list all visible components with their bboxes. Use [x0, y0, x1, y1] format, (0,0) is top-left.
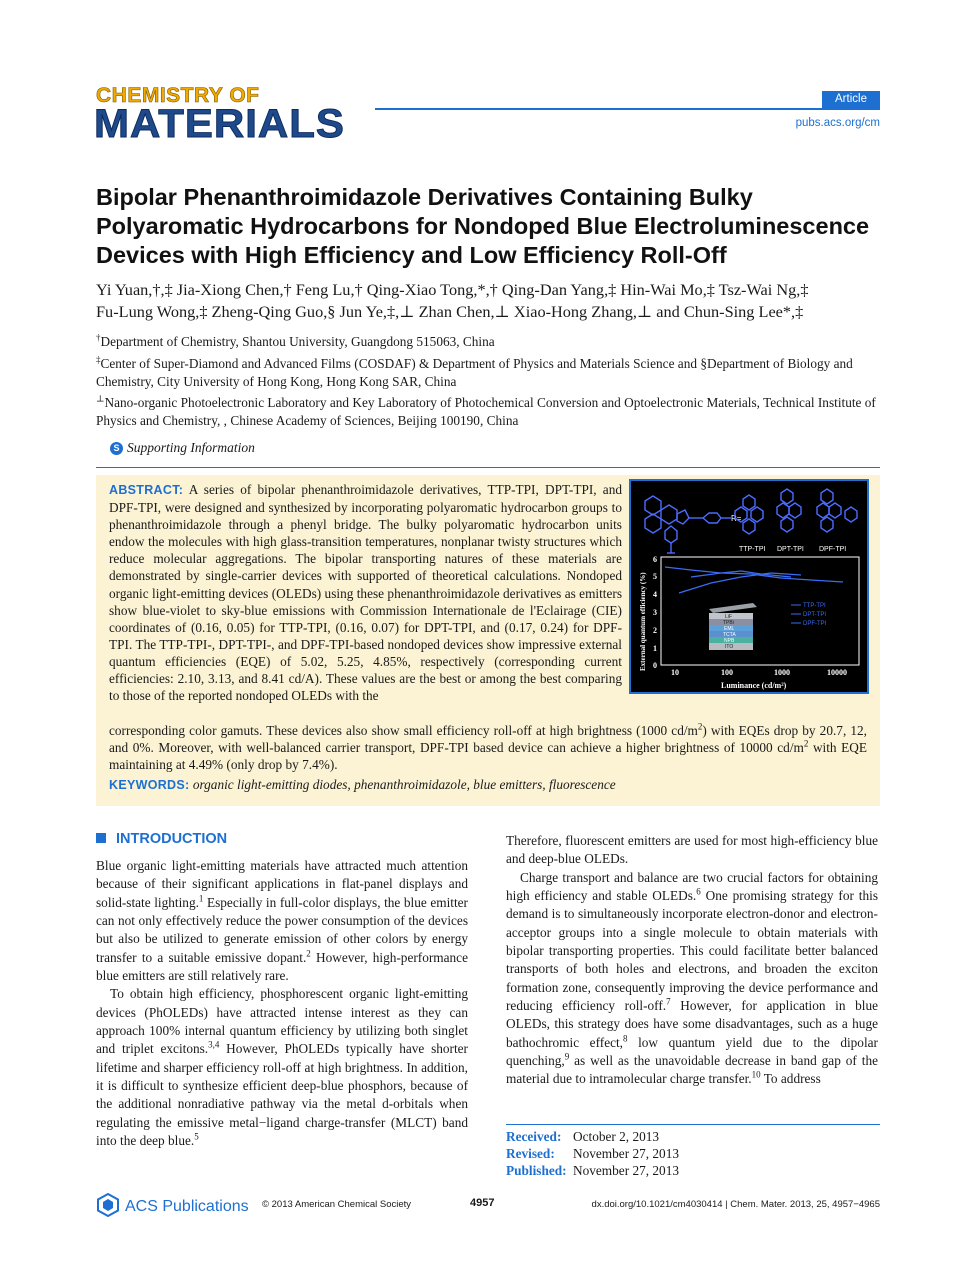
abstract-text-part2: corresponding color gamuts. These devices also show small efficiency roll-off at high brightness (1000 $cd/m^2$) with EQEs drop by 20.7, 12, and 0%. Moreover, with well-balanced carrier transport, DPF-TPI based device can achieve a higher brightness of 10000 $cd/m^2$ with EQE maintaining at 4.49% (only drop by 7.4%).: [109, 721, 868, 773]
published-date: November 27, 2013: [573, 1163, 679, 1178]
layer-eml: EML: [724, 626, 735, 632]
intro-heading: INTRODUCTION: [96, 831, 227, 847]
journal-url-link[interactable]: pubs.acs.org/cm: [795, 117, 880, 129]
doi-citation[interactable]: dx.doi.org/10.1021/cm4030414 | Chem. Mater. 2013, 25, 4957−4965: [591, 1199, 880, 1210]
intro-paragraph-3: Therefore, fluorescent emitters are used for most high-efficiency blue and deep-blue OLEDs.: [506, 833, 878, 867]
author-line-1: Yi Yuan,†,‡ Jia-Xiong Chen,† Feng Lu,† Qing-Xiao Tong,*,† Qing-Dan Yang,‡ Hin-Wai Mo,‡ Tsz-Wai Ng,‡: [96, 280, 809, 299]
legend-dpt-tpi: DPT-TPI: [803, 612, 827, 618]
layer-tcta: TCTA: [723, 632, 736, 638]
intro-paragraph-2: To obtain high efficiency, phosphorescent organic light-emitting devices (PhOLEDs) have attracted intense interest as they can approach 100% internal quantum efficiency by utilizing both singlet and triplet excitons.$^{3,4}$ However, PhOLEDs typically have shorter lifetime and sharper efficiency roll-off at high brightness. In addition, it is difficult to synthesize efficient deep-blue phosphors, because of the additional nonradiative pathway via the metal d-orbitals when regulating the emissive metal−ligand charge-transfer (MLCT) band into the deep blue.$^5$: [96, 986, 468, 1149]
series-dpf-tpi-line: [665, 567, 843, 582]
page-number: 4957: [470, 1197, 495, 1209]
revised-date: November 27, 2013: [573, 1146, 679, 1161]
dates-rule: [506, 1124, 880, 1125]
received-date: October 2, 2013: [573, 1129, 660, 1144]
toc-compound-1: TTP-TPI: [739, 546, 766, 553]
abstract-rule: [96, 467, 880, 468]
toc-graphic-svg: [631, 481, 867, 692]
intro-paragraph-4: Charge transport and balance are two crucial factors for obtaining high efficiency and stable OLEDs.$^6$ One promising strategy for this demand is to simultaneously incorporate electron-donor and electron-acceptor groups into a single molecule to obtain materials with bipolar transporting properties. This could facilitate better balanced transports of both holes and electrons, and broaden the exciton formation zone, consequently improving the device performance and reducing efficiency roll-off.$^7$ However, for application in blue OLEDs, this strategy does have some disadvantages, such as a huge bathochromic effect,$^8$ low quantum yield due to the dipolar quenching,$^9$ as well as the unavoidable decrease in band gap of the material due to intramolecular charge transfer.$^{10}$ To address: [506, 869, 878, 1087]
phenanthroimidazole-core-structure: [645, 496, 731, 553]
y-tick-0: 0: [653, 661, 657, 670]
intro-left-column: [96, 857, 468, 1151]
y-tick-5: 5: [653, 572, 657, 581]
y-tick-6: 6: [653, 555, 657, 564]
revised-label: Revised:: [506, 1146, 555, 1161]
x-tick-10: 10: [671, 668, 679, 677]
journal-logo-line2: MATERIALS: [94, 101, 345, 146]
intro-right-column: [506, 832, 878, 1089]
affiliation-2: ‡Center of Super-Diamond and Advanced Films (COSDAF) & Department of Physics and Materials Science and §Department of Biology and Chemistry, City University of Hong Kong, Hong Kong SAR, China: [96, 354, 853, 389]
layer-tpbi: TPBi: [723, 620, 734, 626]
device-stack: [709, 603, 757, 650]
acs-publications-logo[interactable]: ACS Publications: [96, 1193, 249, 1217]
keywords-text: organic light-emitting diodes, phenanthroimidazole, blue emitters, fluorescence: [192, 777, 616, 792]
supporting-info-icon: S: [110, 442, 123, 455]
x-axis-label: Luminance (cd/m²): [721, 681, 787, 690]
intro-paragraph-1: Blue organic light-emitting materials have attracted much attention because of their significant applications in flat-panel displays and solid-state lighting.$^1$ Especially in full-color displays, the blue emitter can not only effectively reduce the power consumption of the devices but also be utilized to generate emission of other colors by energy transfer to a suitable emissive dopant.$^2$ However, high-performance blue emitters are still relatively rare.: [96, 858, 468, 984]
affiliation-3: ⊥Nano-organic Photoelectronic Laboratory and Key Laboratory of Photochemical Conversion and Optoelectronic Materials, Technical Institute of Physics and Chemistry, , Chinese Academy of Sciences, Beijing 100190, China: [96, 393, 876, 428]
abstract-text-part1: ABSTRACT: A series of bipolar phenanthroimidazole derivatives, TTP-TPI, DPT-TPI, and DPF-TPI, were designed and synthesized by incorporating polyaromatic hydrocarbon groups to phenanthroimidazole through a phenyl bridge. The bulky polyaromatic hydrocarbon units endow the molecules with high glass-transition temperatures, nonplanar twisty structures which reduce molecular aggregations. The bipolar transporting natures of these materials are demonstrated by single-carrier devices with supported of theoretical calculations. Nondoped organic light-emitting devices (OLEDs) using these phenanthroimidazole derivatives as emitters show blue-violet to sky-blue emissions with Commission Internationale de l'Eclairage (CIE) coordinates of (0.16, 0.05) for TTP-TPI, (0.16, 0.07) for DPT-TPI, and (0.17, 0.24) for DPF-TPI. The TTP-TPI-, DPT-TPI-, and DPF-TPI-based nondoped devices show impressive external quantum efficiencies (EQE) of 5.02, 5.25, 4.85%, respectively (corresponding current efficiencies: 2.10, 3.13, and 8.41 cd/A). These values are the best or among the best comparing to those of the reported nondoped OLEDs with the: [109, 482, 622, 704]
x-tick-1000: 1000: [774, 668, 790, 677]
x-tick-10000: 10000: [827, 668, 847, 677]
toc-compound-2: DPT-TPI: [777, 546, 804, 553]
article-type-badge: Article: [822, 91, 880, 108]
y-axis-label: External quantum efficiency (%): [639, 572, 647, 671]
substituent-structures: [735, 489, 857, 534]
y-tick-2: 2: [653, 626, 657, 635]
layer-ito: ITO: [725, 644, 734, 650]
copyright-notice: © 2013 American Chemical Society: [262, 1199, 412, 1210]
section-square-icon: [96, 833, 106, 843]
journal-logo-line1: CHEMISTRY OF: [96, 84, 260, 107]
supporting-information-link[interactable]: [110, 440, 255, 456]
author-line-2: Fu-Lung Wong,‡ Zheng-Qing Guo,§ Jun Ye,‡,⊥ Zhan Chen,⊥ Xiao-Hong Zhang,⊥ and Chun-Sing Lee*,‡: [96, 302, 804, 321]
affiliation-1: †Department of Chemistry, Shantou University, Guangdong 515063, China: [96, 332, 495, 349]
layer-lif: LiF: [725, 614, 732, 620]
supporting-info-label: Supporting Information: [127, 440, 255, 455]
toc-graphic: [629, 479, 869, 694]
abstract-label: ABSTRACT:: [109, 483, 184, 497]
y-tick-1: 1: [653, 644, 657, 653]
published-label: Published:: [506, 1163, 567, 1178]
layer-npb: NPB: [724, 638, 735, 644]
header-rule: [375, 108, 880, 110]
x-tick-100: 100: [721, 668, 733, 677]
legend-ttp-tpi: TTP-TPI: [803, 603, 826, 609]
article-title: Bipolar Phenanthroimidazole Derivatives Containing Bulky Polyaromatic Hydrocarbons for Nondoped Blue Electroluminescence Devices with High Efficiency and Low Efficiency Roll-Off: [96, 184, 870, 268]
toc-compound-3: DPF-TPI: [819, 546, 847, 553]
toc-legend: [791, 603, 827, 627]
received-label: Received:: [506, 1129, 562, 1144]
toc-r-label: R=: [731, 514, 742, 523]
keywords: [109, 776, 867, 794]
acs-hexagon-icon: [96, 1193, 120, 1217]
keywords-label: KEYWORDS:: [109, 778, 190, 792]
y-tick-3: 3: [653, 608, 657, 617]
legend-dpf-tpi: DPF-TPI: [803, 621, 827, 627]
y-tick-4: 4: [653, 590, 657, 599]
